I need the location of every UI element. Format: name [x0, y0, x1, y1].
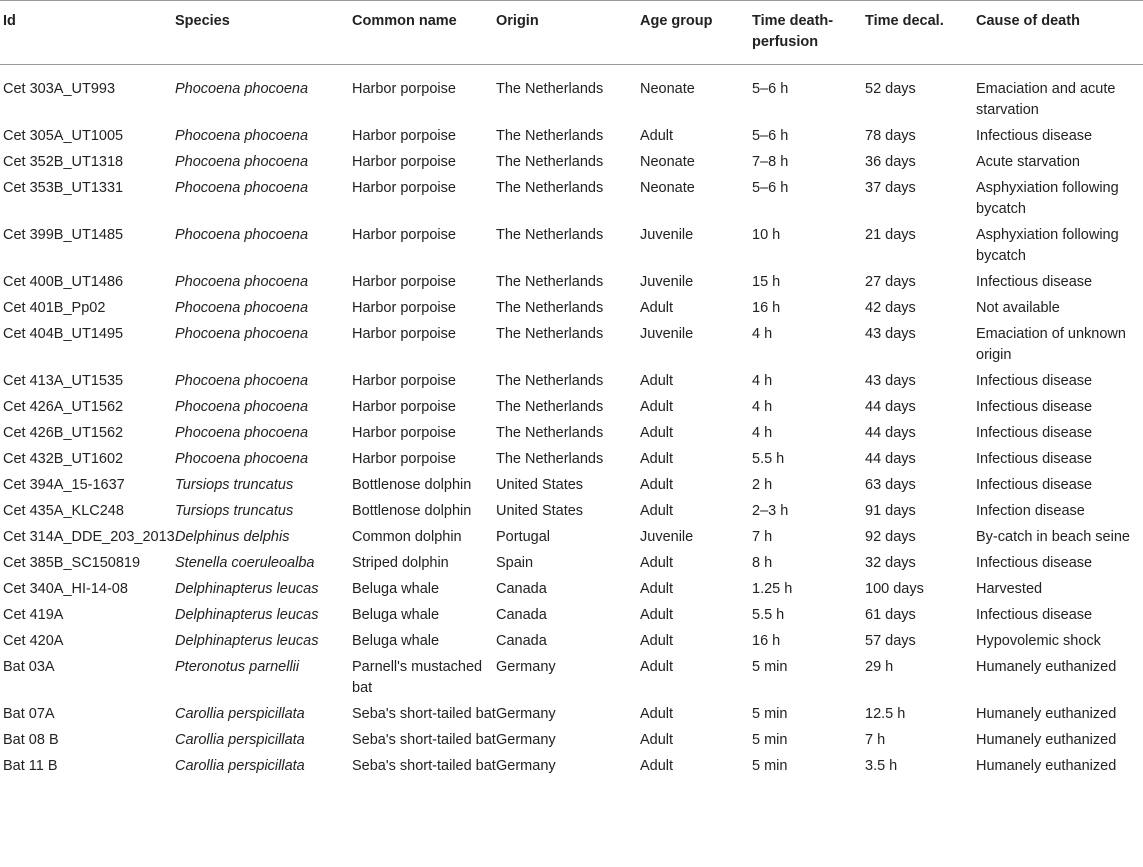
- cell-cause-of-death: By-catch in beach seine: [976, 529, 1130, 545]
- table-row: [0, 152, 1143, 178]
- table-row: [0, 553, 1143, 579]
- cell-origin: The Netherlands: [496, 451, 604, 467]
- cell-common-name: Harbor porpoise: [352, 425, 456, 441]
- cell-id: Cet 340A_HI-14-08: [3, 581, 128, 597]
- cell-common-name: Seba's short-tailed bat: [352, 732, 496, 748]
- table-row: [0, 65, 1143, 127]
- cell-time-decal: 7 h: [865, 732, 886, 748]
- table-row: [0, 298, 1143, 324]
- cell-time-death-perfusion: 7 h: [752, 529, 773, 545]
- cell-time-death-perfusion: 5 min: [752, 758, 788, 774]
- cell-time-death-perfusion: 5 min: [752, 659, 788, 675]
- cell-species: Phocoena phocoena: [175, 425, 309, 441]
- cell-cause-of-death: Not available: [976, 300, 1060, 316]
- cell-cause-of-death: Humanely euthanized: [976, 706, 1117, 722]
- cell-time-decal: 91 days: [865, 503, 916, 519]
- cell-species: Phocoena phocoena: [175, 326, 309, 342]
- cell-common-name: Harbor porpoise: [352, 373, 456, 389]
- cell-species: Carollia perspicillata: [175, 758, 305, 774]
- cell-cause-of-death: Acute starvation: [976, 154, 1080, 170]
- header-age-group: Age group: [640, 1, 752, 65]
- cell-id: Cet 399B_UT1485: [3, 227, 124, 243]
- cell-time-decal: 52 days: [865, 81, 916, 97]
- cell-id: Cet 352B_UT1318: [3, 154, 124, 170]
- cell-time-decal: 61 days: [865, 607, 916, 623]
- table-row: [0, 423, 1143, 449]
- cell-cause-of-death: Emaciation and acute starvation: [976, 81, 1116, 118]
- table-row: [0, 579, 1143, 605]
- cell-time-death-perfusion: 5–6 h: [752, 128, 789, 144]
- cell-cause-of-death: Infectious disease: [976, 555, 1093, 571]
- cell-common-name: Harbor porpoise: [352, 154, 456, 170]
- cell-common-name: Harbor porpoise: [352, 399, 456, 415]
- cell-time-death-perfusion: 4 h: [752, 326, 773, 342]
- cell-common-name: Harbor porpoise: [352, 180, 456, 196]
- table-row: [0, 371, 1143, 397]
- cell-species: Phocoena phocoena: [175, 274, 309, 290]
- cell-origin: United States: [496, 503, 584, 519]
- cell-time-decal: 100 days: [865, 581, 924, 597]
- cell-age-group: Adult: [640, 425, 674, 441]
- cell-common-name: Seba's short-tailed bat: [352, 758, 496, 774]
- cell-time-death-perfusion: 5–6 h: [752, 81, 789, 97]
- table-row: [0, 730, 1143, 756]
- table-row: [0, 449, 1143, 475]
- cell-cause-of-death: Humanely euthanized: [976, 732, 1117, 748]
- cell-age-group: Adult: [640, 706, 674, 722]
- cell-cause-of-death: Infectious disease: [976, 477, 1093, 493]
- cell-age-group: Adult: [640, 581, 674, 597]
- cell-species: Delphinapterus leucas: [175, 607, 319, 623]
- cell-id: Cet 400B_UT1486: [3, 274, 124, 290]
- cell-age-group: Adult: [640, 555, 674, 571]
- header-origin: Origin: [496, 1, 640, 65]
- cell-species: Pteronotus parnellii: [175, 659, 300, 675]
- cell-common-name: Harbor porpoise: [352, 326, 456, 342]
- cell-time-decal: 42 days: [865, 300, 916, 316]
- cell-origin: The Netherlands: [496, 300, 604, 316]
- cell-age-group: Adult: [640, 128, 674, 144]
- cell-id: Cet 413A_UT1535: [3, 373, 124, 389]
- cell-common-name: Harbor porpoise: [352, 227, 456, 243]
- cell-time-decal: 57 days: [865, 633, 916, 649]
- cell-species: Delphinapterus leucas: [175, 581, 319, 597]
- cell-cause-of-death: Harvested: [976, 581, 1043, 597]
- cell-time-death-perfusion: 4 h: [752, 373, 773, 389]
- cell-id: Cet 305A_UT1005: [3, 128, 124, 144]
- cell-age-group: Neonate: [640, 81, 695, 97]
- cell-species: Tursiops truncatus: [175, 477, 294, 493]
- cell-time-decal: 44 days: [865, 451, 916, 467]
- cell-species: Phocoena phocoena: [175, 373, 309, 389]
- cell-species: Carollia perspicillata: [175, 732, 305, 748]
- cell-common-name: Common dolphin: [352, 529, 462, 545]
- cell-common-name: Harbor porpoise: [352, 81, 456, 97]
- cell-id: Cet 303A_UT993: [3, 81, 116, 97]
- cell-cause-of-death: Infection disease: [976, 503, 1085, 519]
- cell-cause-of-death: Hypovolemic shock: [976, 633, 1101, 649]
- cell-species: Phocoena phocoena: [175, 399, 309, 415]
- cell-origin: The Netherlands: [496, 326, 604, 342]
- cell-time-death-perfusion: 5.5 h: [752, 451, 785, 467]
- header-time-death-perfusion: Time death-perfusion: [752, 1, 865, 65]
- cell-species: Carollia perspicillata: [175, 706, 305, 722]
- cell-age-group: Juvenile: [640, 326, 694, 342]
- cell-age-group: Adult: [640, 758, 674, 774]
- cell-time-death-perfusion: 8 h: [752, 555, 773, 571]
- cell-time-decal: 21 days: [865, 227, 916, 243]
- header-cause-of-death: Cause of death: [976, 1, 1143, 65]
- table-row: [0, 704, 1143, 730]
- cell-cause-of-death: Infectious disease: [976, 607, 1093, 623]
- table-row: [0, 225, 1143, 272]
- table-row: [0, 657, 1143, 704]
- cell-id: Cet 426A_UT1562: [3, 399, 124, 415]
- cell-time-death-perfusion: 10 h: [752, 227, 781, 243]
- cell-species: Phocoena phocoena: [175, 300, 309, 316]
- table-row: [0, 631, 1143, 657]
- cell-time-decal: 63 days: [865, 477, 916, 493]
- cell-time-death-perfusion: 16 h: [752, 633, 781, 649]
- table-row: [0, 126, 1143, 152]
- cell-origin: The Netherlands: [496, 154, 604, 170]
- cell-species: Phocoena phocoena: [175, 81, 309, 97]
- cell-id: Cet 432B_UT1602: [3, 451, 124, 467]
- cell-age-group: Adult: [640, 373, 674, 389]
- cell-common-name: Parnell's mustached bat: [352, 659, 483, 696]
- cell-common-name: Harbor porpoise: [352, 300, 456, 316]
- cell-age-group: Neonate: [640, 154, 695, 170]
- cell-time-decal: 12.5 h: [865, 706, 906, 722]
- cell-origin: Canada: [496, 607, 547, 623]
- table-row: [0, 475, 1143, 501]
- cell-common-name: Striped dolphin: [352, 555, 449, 571]
- cell-time-death-perfusion: 5 min: [752, 732, 788, 748]
- cell-id: Cet 394A_15-1637: [3, 477, 125, 493]
- cell-age-group: Neonate: [640, 180, 695, 196]
- cell-time-death-perfusion: 1.25 h: [752, 581, 793, 597]
- cell-species: Delphinus delphis: [175, 529, 290, 545]
- cell-age-group: Adult: [640, 503, 674, 519]
- cell-cause-of-death: Humanely euthanized: [976, 659, 1117, 675]
- table-row: [0, 501, 1143, 527]
- cell-origin: United States: [496, 477, 584, 493]
- cell-time-death-perfusion: 2 h: [752, 477, 773, 493]
- cell-id: Cet 435A_KLC248: [3, 503, 124, 519]
- cell-time-decal: 43 days: [865, 373, 916, 389]
- table-body: [0, 65, 1143, 778]
- cell-common-name: Beluga whale: [352, 607, 440, 623]
- cell-cause-of-death: Infectious disease: [976, 399, 1093, 415]
- cell-id: Cet 401B_Pp02: [3, 300, 106, 316]
- cell-species: Phocoena phocoena: [175, 180, 309, 196]
- cell-id: Cet 404B_UT1495: [3, 326, 124, 342]
- cell-common-name: Harbor porpoise: [352, 451, 456, 467]
- cell-origin: Germany: [496, 732, 556, 748]
- cell-cause-of-death: Emaciation of unknown origin: [976, 326, 1126, 363]
- cell-cause-of-death: Infectious disease: [976, 128, 1093, 144]
- cell-time-death-perfusion: 16 h: [752, 300, 781, 316]
- table-row: [0, 756, 1143, 777]
- cell-age-group: Adult: [640, 451, 674, 467]
- cell-origin: The Netherlands: [496, 399, 604, 415]
- cell-time-decal: 37 days: [865, 180, 916, 196]
- cell-time-decal: 27 days: [865, 274, 916, 290]
- cell-common-name: Harbor porpoise: [352, 128, 456, 144]
- cell-time-decal: 92 days: [865, 529, 916, 545]
- cell-id: Cet 420A: [3, 633, 64, 649]
- cell-species: Phocoena phocoena: [175, 227, 309, 243]
- cell-common-name: Seba's short-tailed bat: [352, 706, 496, 722]
- cell-origin: Canada: [496, 581, 547, 597]
- cell-origin: Germany: [496, 659, 556, 675]
- table-row: [0, 324, 1143, 371]
- cell-cause-of-death: Infectious disease: [976, 373, 1093, 389]
- cell-age-group: Adult: [640, 607, 674, 623]
- cell-time-decal: 44 days: [865, 399, 916, 415]
- cell-origin: The Netherlands: [496, 373, 604, 389]
- cell-age-group: Adult: [640, 732, 674, 748]
- cell-time-decal: 32 days: [865, 555, 916, 571]
- table-row: [0, 178, 1143, 225]
- table-row: [0, 272, 1143, 298]
- cell-cause-of-death: Humanely euthanized: [976, 758, 1117, 774]
- cell-time-death-perfusion: 5–6 h: [752, 180, 789, 196]
- cell-origin: The Netherlands: [496, 128, 604, 144]
- cell-time-decal: 29 h: [865, 659, 894, 675]
- cell-time-death-perfusion: 5.5 h: [752, 607, 785, 623]
- cell-origin: Spain: [496, 555, 534, 571]
- table-row: [0, 605, 1143, 631]
- cell-time-death-perfusion: 4 h: [752, 425, 773, 441]
- header-time-decal: Time decal.: [865, 1, 976, 65]
- cell-common-name: Beluga whale: [352, 581, 440, 597]
- cell-id: Bat 07A: [3, 706, 55, 722]
- cell-cause-of-death: Asphyxiation following bycatch: [976, 227, 1119, 264]
- header-common-name: Common name: [352, 1, 496, 65]
- cell-id: Cet 426B_UT1562: [3, 425, 124, 441]
- cell-species: Delphinapterus leucas: [175, 633, 319, 649]
- cell-id: Bat 08 B: [3, 732, 59, 748]
- cell-species: Phocoena phocoena: [175, 128, 309, 144]
- cell-species: Phocoena phocoena: [175, 154, 309, 170]
- cell-origin: Portugal: [496, 529, 551, 545]
- cell-id: Cet 419A: [3, 607, 64, 623]
- header-row: [0, 1, 1143, 65]
- cell-id: Cet 353B_UT1331: [3, 180, 124, 196]
- cell-time-death-perfusion: 5 min: [752, 706, 788, 722]
- cell-age-group: Adult: [640, 477, 674, 493]
- cell-common-name: Beluga whale: [352, 633, 440, 649]
- cell-time-decal: 3.5 h: [865, 758, 898, 774]
- cell-age-group: Juvenile: [640, 274, 694, 290]
- cell-species: Stenella coeruleoalba: [175, 555, 315, 571]
- cell-id: Cet 314A_DDE_203_2013: [3, 529, 175, 545]
- cell-species: Phocoena phocoena: [175, 451, 309, 467]
- cell-origin: The Netherlands: [496, 425, 604, 441]
- header-id: Id: [0, 1, 175, 65]
- cell-cause-of-death: Infectious disease: [976, 274, 1093, 290]
- cell-common-name: Bottlenose dolphin: [352, 477, 472, 493]
- cell-origin: The Netherlands: [496, 227, 604, 243]
- cell-species: Tursiops truncatus: [175, 503, 294, 519]
- table-row: [0, 397, 1143, 423]
- header-species: Species: [175, 1, 352, 65]
- cell-age-group: Juvenile: [640, 529, 694, 545]
- cell-origin: Canada: [496, 633, 547, 649]
- cell-time-death-perfusion: 15 h: [752, 274, 781, 290]
- cell-time-decal: 44 days: [865, 425, 916, 441]
- table-header: [0, 1, 1143, 65]
- cell-origin: Germany: [496, 706, 556, 722]
- cell-cause-of-death: Asphyxiation following bycatch: [976, 180, 1119, 217]
- cell-time-death-perfusion: 4 h: [752, 399, 773, 415]
- cell-origin: The Netherlands: [496, 81, 604, 97]
- cell-age-group: Adult: [640, 659, 674, 675]
- table-row: [0, 527, 1143, 553]
- cell-time-decal: 78 days: [865, 128, 916, 144]
- cell-id: Cet 385B_SC150819: [3, 555, 141, 571]
- cell-time-decal: 43 days: [865, 326, 916, 342]
- cell-time-death-perfusion: 2–3 h: [752, 503, 789, 519]
- cell-common-name: Harbor porpoise: [352, 274, 456, 290]
- cell-id: Bat 03A: [3, 659, 55, 675]
- cell-origin: Germany: [496, 758, 556, 774]
- cell-age-group: Adult: [640, 399, 674, 415]
- cell-origin: The Netherlands: [496, 274, 604, 290]
- cell-age-group: Adult: [640, 300, 674, 316]
- cell-origin: The Netherlands: [496, 180, 604, 196]
- cell-id: Bat 11 B: [3, 758, 58, 774]
- cell-cause-of-death: Infectious disease: [976, 425, 1093, 441]
- cell-age-group: Juvenile: [640, 227, 694, 243]
- cell-age-group: Adult: [640, 633, 674, 649]
- cell-cause-of-death: Infectious disease: [976, 451, 1093, 467]
- cell-time-decal: 36 days: [865, 154, 916, 170]
- cell-time-death-perfusion: 7–8 h: [752, 154, 789, 170]
- cell-common-name: Bottlenose dolphin: [352, 503, 472, 519]
